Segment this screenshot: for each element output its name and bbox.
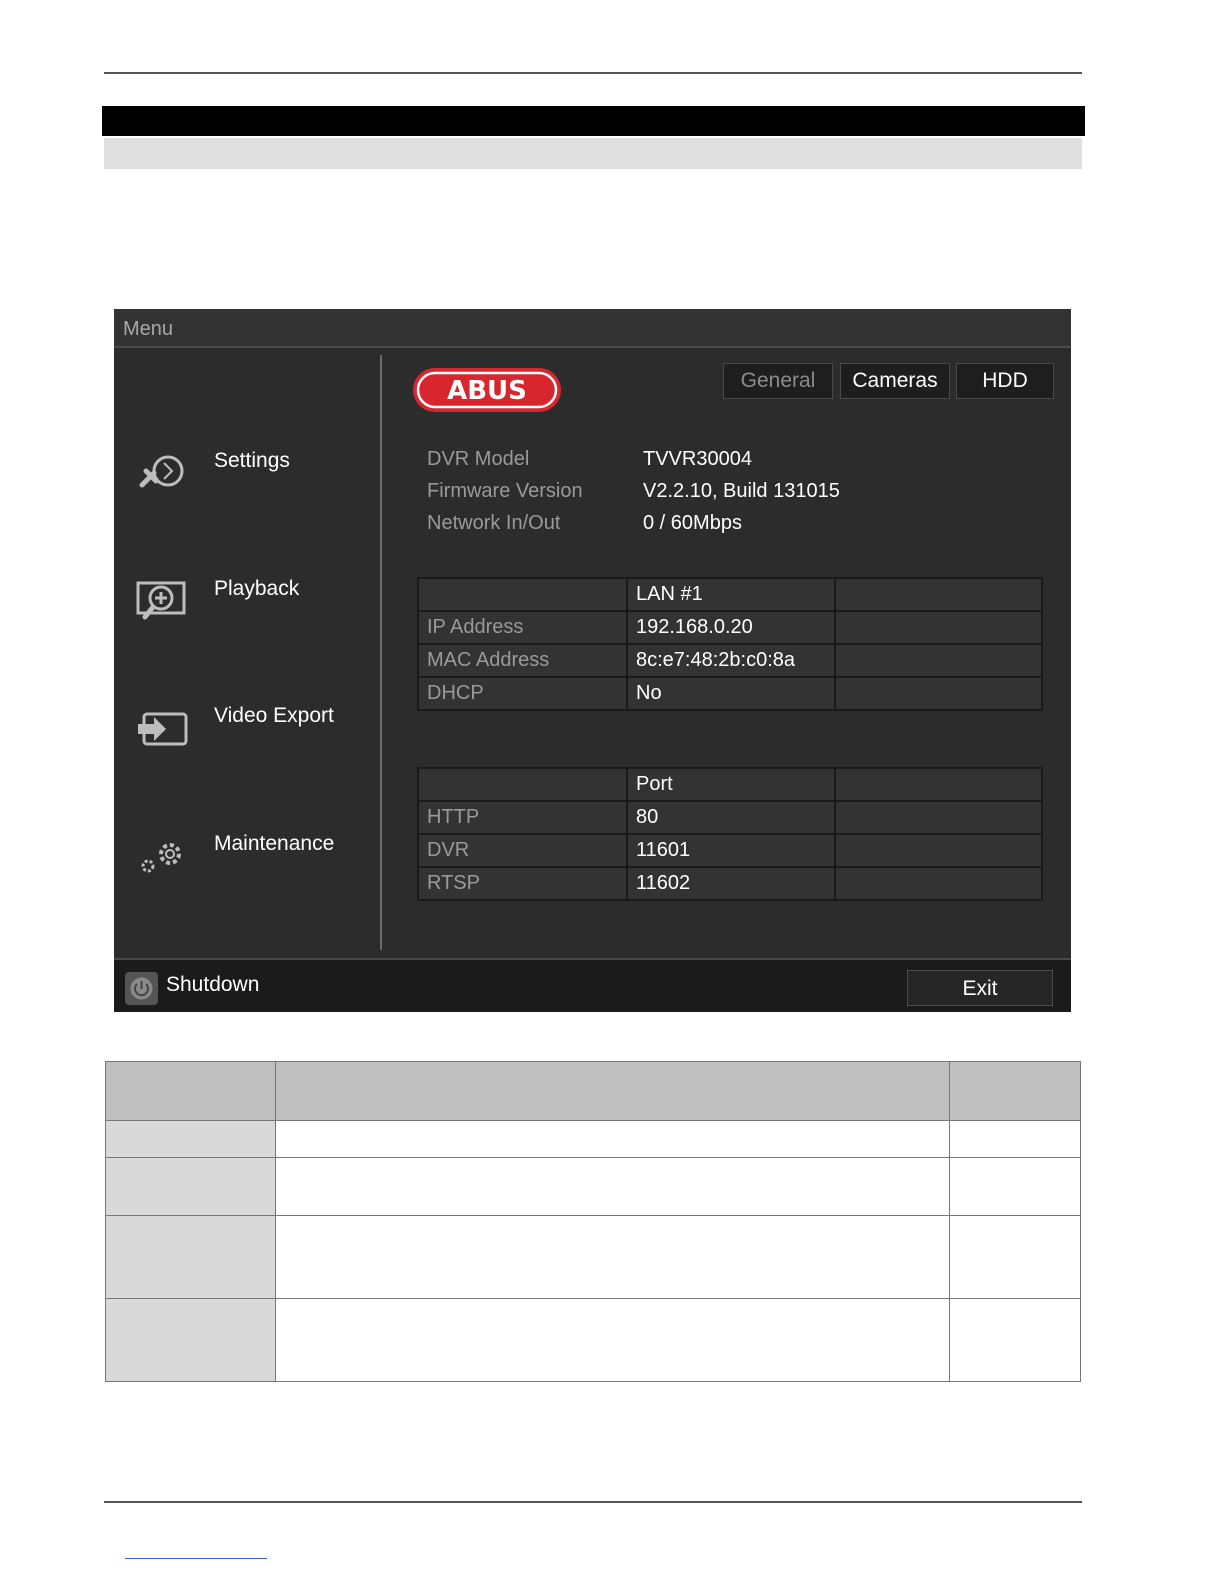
description-table [105,1061,1081,1382]
abus-logo [412,367,562,413]
tab-hdd[interactable]: HDD [956,363,1054,399]
header-cell [106,1062,276,1121]
sidebar-item-maintenance[interactable] [134,832,374,892]
shutdown-label[interactable]: Shutdown [166,973,260,996]
info-label-network: Network In/Out [427,512,561,534]
table-cell [276,1121,950,1158]
lan-row-value: 8c:e7:48:2b:c0:8a [627,644,835,677]
header-cell [276,1062,950,1121]
maintenance-icon [134,832,190,882]
sidebar-item-label: Settings [214,449,290,472]
port-row-label: DVR [418,834,627,867]
table-cell [106,1216,276,1299]
playback-icon [134,577,190,627]
dvr-menu-screenshot [114,309,1071,1012]
lan-row-value: 192.168.0.20 [627,611,835,644]
lan-table [417,577,1043,711]
port-row-label: HTTP [418,801,627,834]
port-empty-cell [835,768,1042,801]
port-row-value: 11602 [627,867,835,900]
header-cell [950,1062,1081,1121]
table-row [106,1158,1081,1216]
lan-row-label: IP Address [418,611,627,644]
table-cell [950,1299,1081,1382]
table-row [106,1216,1081,1299]
sidebar-item-label: Video Export [214,704,334,727]
menu-title: Menu [123,318,174,340]
lan-empty-cell [835,644,1042,677]
svg-text:ABUS: ABUS [447,376,527,406]
lan-empty-cell [835,611,1042,644]
info-value-network: 0 / 60Mbps [643,512,742,534]
section-heading-bar [102,106,1085,136]
subsection-heading-bar [104,138,1082,169]
port-row-label: RTSP [418,867,627,900]
port-header: Port [627,768,835,801]
menu-title-bar [114,309,1071,348]
table-header-row [106,1062,1081,1121]
lan-header: LAN #1 [627,578,835,611]
info-label-firmware: Firmware Version [427,480,583,502]
tab-cameras[interactable]: Cameras [840,363,950,399]
footer-link-underline[interactable] [125,1558,267,1559]
info-value-firmware: V2.2.10, Build 131015 [643,480,840,502]
shutdown-button[interactable] [125,972,158,1005]
lan-empty-cell [835,677,1042,710]
exit-button[interactable]: Exit [907,970,1053,1006]
table-cell [950,1121,1081,1158]
menu-footer [114,958,1071,1012]
video-export-icon [134,704,190,754]
sidebar-item-settings[interactable] [134,449,374,509]
tab-general[interactable]: General [723,363,833,399]
table-cell [106,1121,276,1158]
port-empty-cell [835,867,1042,900]
power-icon [125,972,158,1005]
info-label-dvr-model: DVR Model [427,448,530,470]
port-empty-cell [835,801,1042,834]
sidebar-divider [380,355,382,950]
footer-rule [104,1501,1082,1503]
table-cell [950,1158,1081,1216]
port-row-value: 11601 [627,834,835,867]
lan-row-label: MAC Address [418,644,627,677]
info-value-dvr-model: TVVR30004 [643,448,752,470]
table-cell [950,1216,1081,1299]
port-empty-cell [835,834,1042,867]
lan-empty-cell [835,578,1042,611]
port-corner-cell [418,768,627,801]
table-cell [106,1158,276,1216]
lan-row-label: DHCP [418,677,627,710]
table-cell [276,1299,950,1382]
settings-icon [134,449,190,499]
table-cell [106,1299,276,1382]
sidebar-item-label: Maintenance [214,832,335,855]
lan-row-value: No [627,677,835,710]
sidebar-item-playback[interactable] [134,577,374,637]
lan-corner-cell [418,578,627,611]
table-row [106,1299,1081,1382]
table-row [106,1121,1081,1158]
port-table [417,767,1043,901]
sidebar-item-label: Playback [214,577,300,600]
table-cell [276,1216,950,1299]
port-row-value: 80 [627,801,835,834]
table-cell [276,1158,950,1216]
header-rule [104,72,1082,74]
sidebar-item-video-export[interactable] [134,704,374,764]
